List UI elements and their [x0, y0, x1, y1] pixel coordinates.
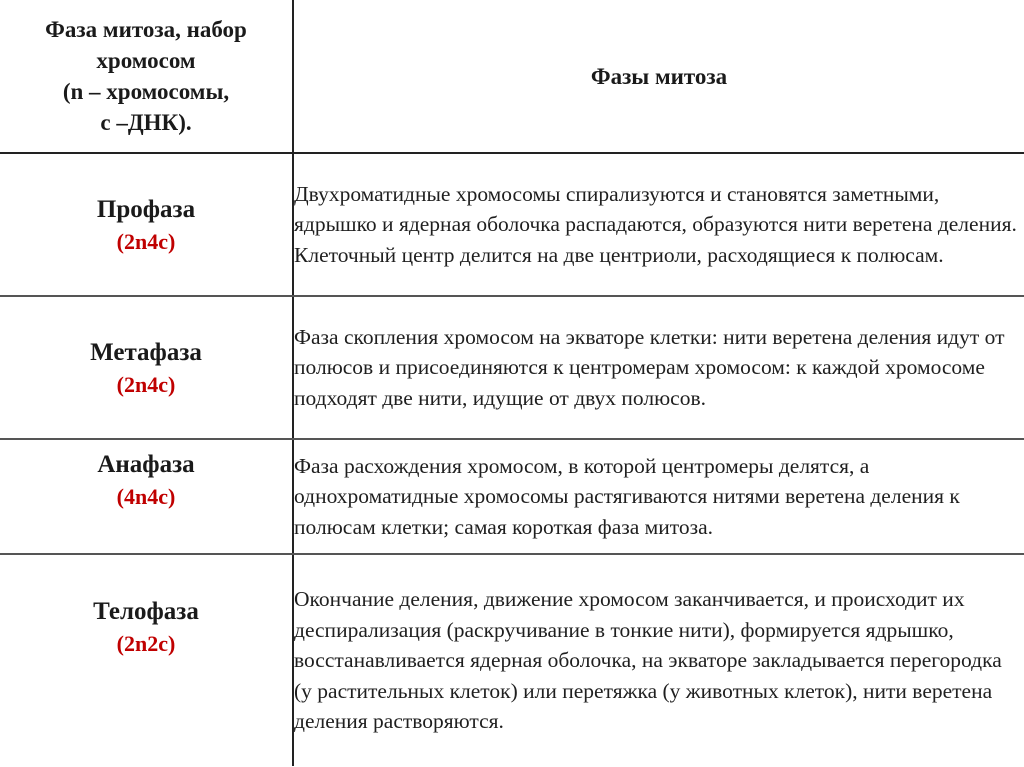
phase-description: Фаза скопления хромосом на экваторе клетки: нити веретена деления идут от полюсов и присоединяются к центромерам хромосом: к каждой хромосоме подходят две нити, идущие от двух полюсов.: [293, 296, 1024, 439]
table-header-row: [0, 0, 1024, 153]
phase-name: Метафаза: [90, 338, 202, 366]
phase-name: Телофаза: [93, 598, 199, 625]
header-description-column: Фазы митоза: [293, 0, 1024, 153]
table-row-prophase: [0, 153, 1024, 296]
header-left-line: Фаза митоза, набор: [45, 17, 247, 42]
chromosome-set: (4n4c): [116, 484, 176, 509]
chromosome-set: (2n2c): [116, 631, 176, 656]
table-row-anaphase: [0, 439, 1024, 554]
phase-description: Двухроматидные хромосомы спирализуются и становятся заметными, ядрышко и ядерная оболочка распадаются, образуются нити веретена деления. Клеточный центр делится на две центриоли, расходящиеся к полюсам.: [293, 153, 1024, 296]
chromosome-set: (2n4c): [116, 371, 176, 397]
header-left-line: c –ДНК).: [100, 110, 192, 135]
phase-cell: [0, 439, 293, 554]
phase-description: Фаза расхождения хромосом, в которой центромеры делятся, а однохроматидные хромосомы растягиваются нитями веретена деления к полюсам клетки; самая короткая фаза митоза.: [293, 439, 1024, 554]
chromosome-set: (2n4c): [116, 228, 176, 254]
phase-name: Профаза: [96, 195, 196, 223]
phase-cell: [0, 153, 293, 296]
header-left-line: (n – хромосомы,: [62, 79, 230, 104]
header-phase-column: [0, 0, 293, 153]
table-row-telophase: [0, 554, 1024, 766]
phase-cell: [0, 296, 293, 439]
phase-description: Окончание деления, движение хромосом заканчивается, и происходит их деспирализация (раскручивание в тонкие нити), формируется ядрышко, восстанавливается ядерная оболочка, на экваторе закладывается перегородка (у растительных клеток) или перетяжка (у животных клеток), нити веретена деления растворяются.: [294, 587, 1002, 734]
table-row-metaphase: [0, 296, 1024, 439]
phase-cell: [0, 554, 293, 766]
header-left-line: хромосом: [96, 48, 196, 73]
phase-name: Анафаза: [97, 451, 195, 478]
